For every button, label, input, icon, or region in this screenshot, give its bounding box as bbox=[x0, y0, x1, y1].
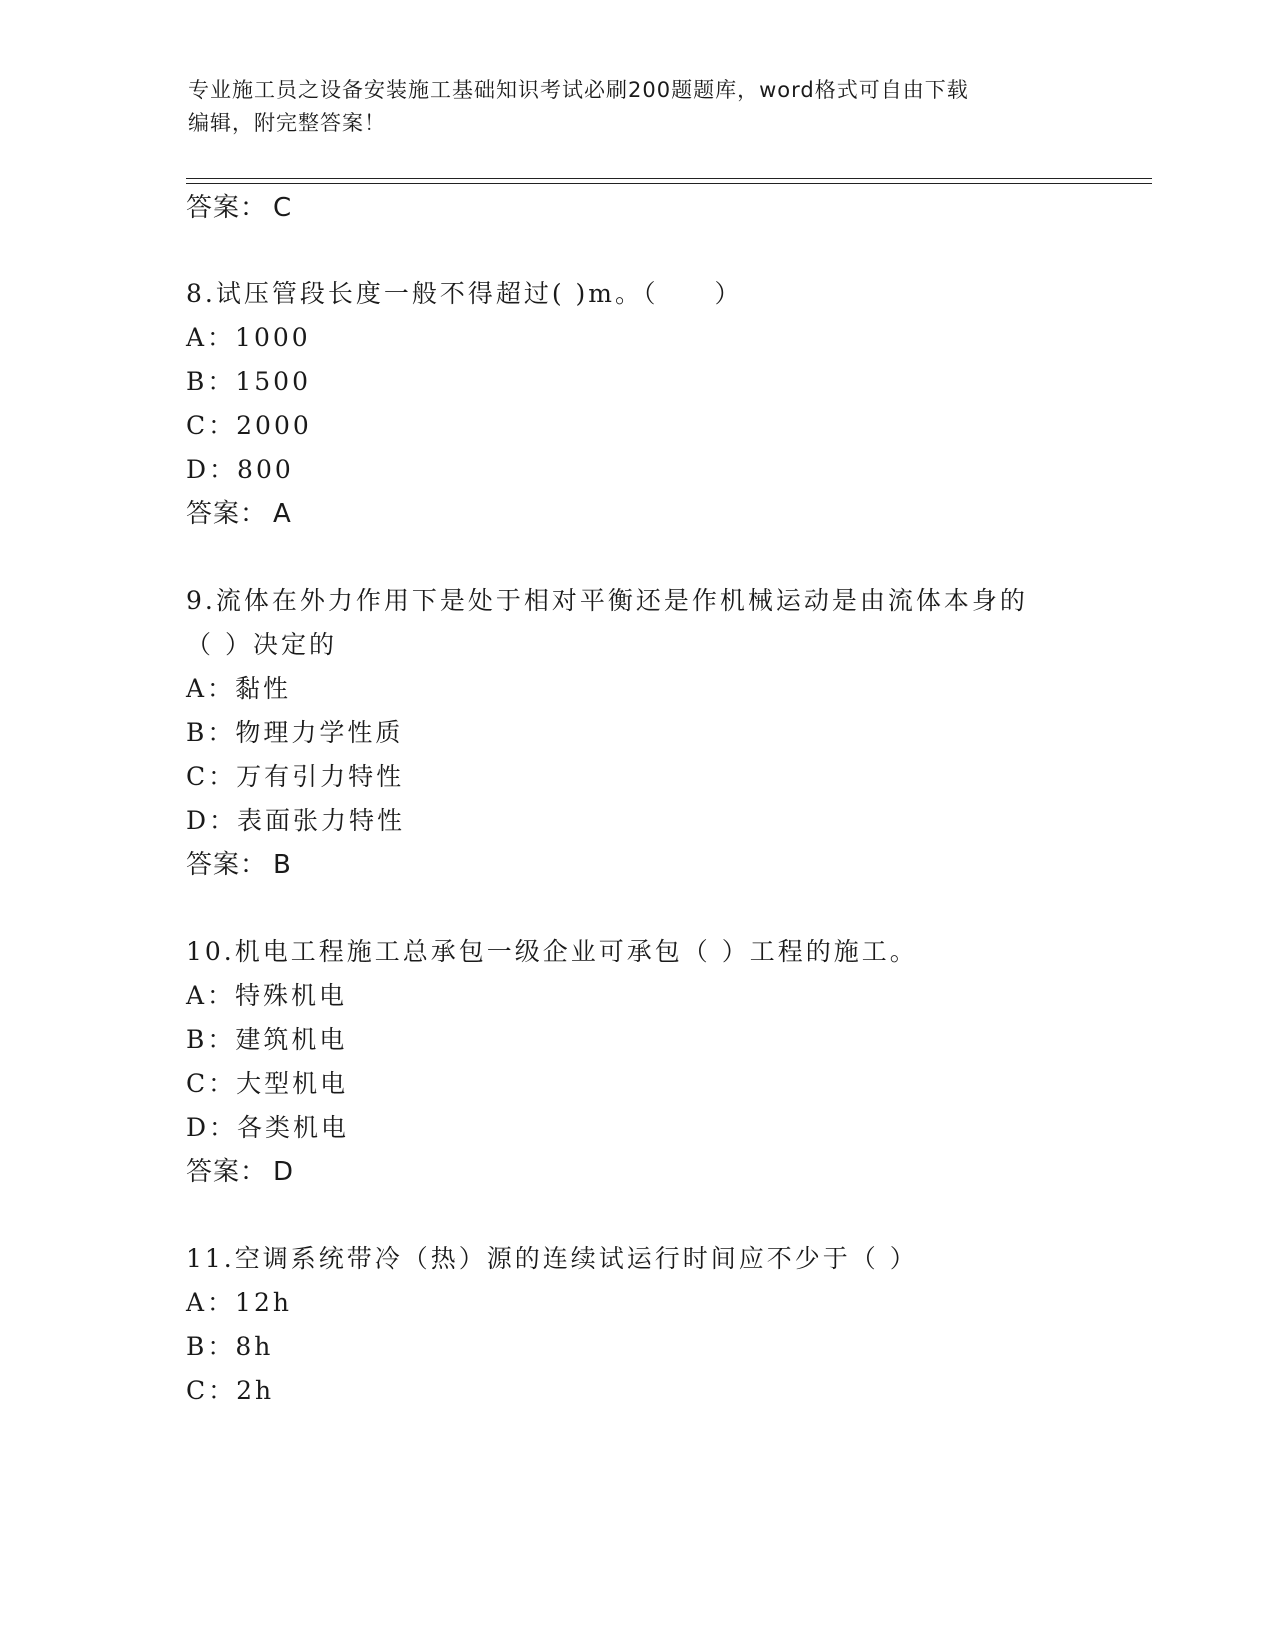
question-title: 9.流体在外力作用下是处于相对平衡还是作机械运动是由流体本身的 bbox=[186, 586, 1028, 615]
answer-label: 答案： bbox=[186, 1157, 268, 1187]
answer-label: 答案： bbox=[186, 499, 268, 529]
question-title-continued: （ ）决定的 bbox=[186, 630, 337, 659]
answer-value: A bbox=[273, 499, 292, 529]
option-c: C：2h bbox=[186, 1376, 275, 1405]
option-c: C：2000 bbox=[186, 411, 312, 440]
document-header bbox=[188, 74, 1088, 140]
option-a: A：黏性 bbox=[186, 674, 292, 703]
option-b: B：8h bbox=[186, 1332, 274, 1361]
question-title: 10.机电工程施工总承包一级企业可承包（ ）工程的施工。 bbox=[186, 937, 918, 966]
answer-value: D bbox=[273, 1157, 295, 1187]
option-d: D：800 bbox=[186, 455, 294, 484]
option-b: B：建筑机电 bbox=[186, 1025, 348, 1054]
header-line-1: 专业施工员之设备安装施工基础知识考试必刷200题题库，word格式可自由下载 bbox=[188, 78, 969, 102]
answer-label: 答案： bbox=[186, 850, 268, 880]
question-title: 11.空调系统带冷（热）源的连续试运行时间应不少于（ ） bbox=[186, 1244, 918, 1273]
option-a: A：12h bbox=[186, 1288, 292, 1317]
option-b: B：1500 bbox=[186, 367, 311, 396]
answer-value: B bbox=[273, 850, 292, 880]
option-d: D：表面张力特性 bbox=[186, 806, 406, 835]
header-divider-top bbox=[186, 178, 1152, 179]
answer-label: 答案： bbox=[186, 193, 268, 223]
option-d: D：各类机电 bbox=[186, 1113, 350, 1142]
option-c: C：万有引力特性 bbox=[186, 762, 405, 791]
answer-value: C bbox=[273, 193, 293, 223]
answer-line bbox=[186, 1154, 294, 1190]
answer-line bbox=[186, 190, 292, 226]
option-a: A：1000 bbox=[186, 323, 311, 352]
answer-line bbox=[186, 847, 292, 883]
answer-line bbox=[186, 496, 292, 532]
option-c: C：大型机电 bbox=[186, 1069, 349, 1098]
header-divider-bottom bbox=[186, 183, 1152, 184]
header-line-2: 编辑，附完整答案！ bbox=[188, 111, 386, 135]
option-a: A：特殊机电 bbox=[186, 981, 348, 1010]
option-b: B：物理力学性质 bbox=[186, 718, 404, 747]
question-title: 8.试压管段长度一般不得超过( )m。（ ） bbox=[186, 279, 743, 308]
